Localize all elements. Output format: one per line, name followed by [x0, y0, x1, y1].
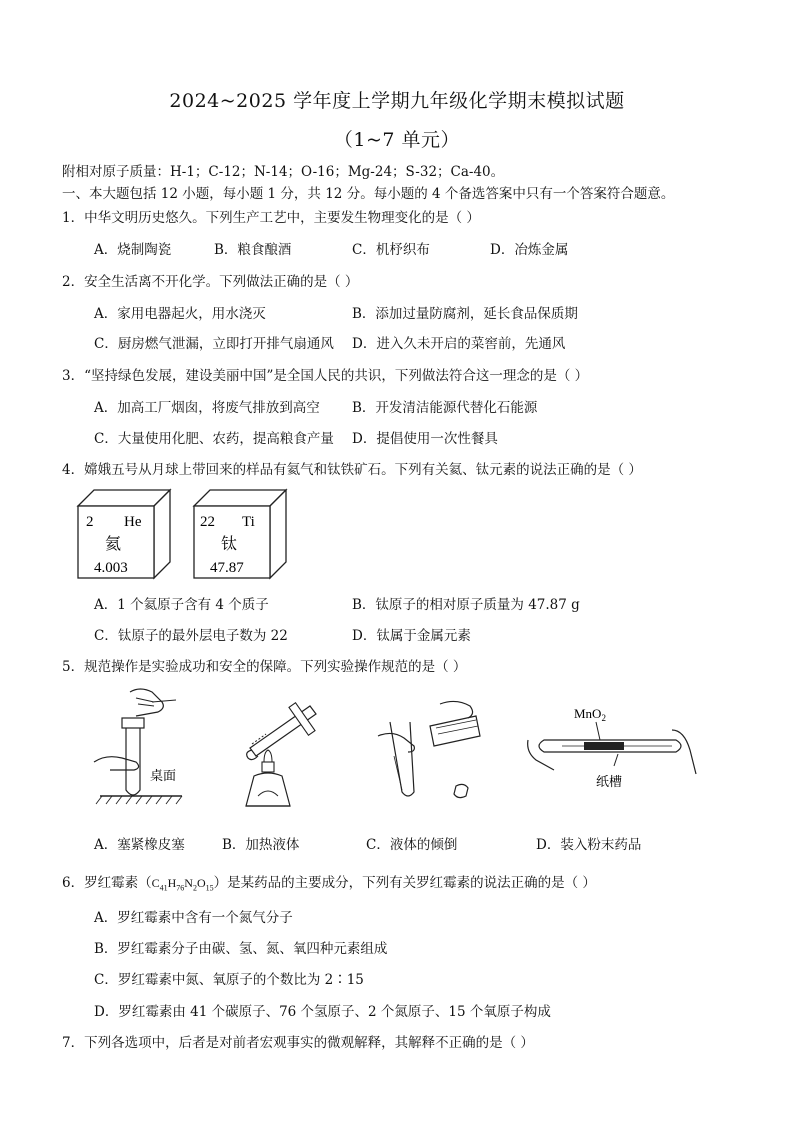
q6-option-d[interactable]: D．罗红霉素由 41 个碳原子、76 个氢原子、2 个氮原子、15 个氧原子构成 [94, 1004, 551, 1020]
titanium-name: 钛 [221, 534, 238, 553]
q3-option-b[interactable]: B．开发清洁能源代替化石能源 [352, 400, 538, 416]
q5-option-b[interactable]: B．加热液体 [222, 837, 300, 853]
q5-option-a[interactable]: A．塞紧橡皮塞 [94, 837, 185, 853]
figure-d-powder [522, 696, 702, 800]
helium-symbol: He [124, 514, 142, 530]
q1-option-d[interactable]: D．冶炼金属 [490, 242, 569, 258]
q3-option-d[interactable]: D．提倡使用一次性餐具 [352, 431, 498, 447]
q4-option-b[interactable]: B．钛原子的相对原子质量为 47.87 g [352, 597, 580, 613]
titanium-mass: 47.87 [210, 560, 244, 576]
question-7-stem: 7．下列各选项中，后者是对前者宏观事实的微观解释，其解释不正确的是（ ） [62, 1035, 534, 1051]
figure-c-pouring [376, 696, 488, 814]
question-5-stem: 5．规范操作是实验成功和安全的保障。下列实验操作规范的是（ ） [62, 659, 467, 675]
atomic-masses: 附相对原子质量：H-1；C-12；N-14；O-16；Mg-24；S-32；Ca-40。 [62, 164, 505, 180]
q2-option-c[interactable]: C．厨房燃气泄漏，立即打开排气扇通风 [94, 336, 334, 352]
q5-option-c[interactable]: C．液体的倾倒 [366, 837, 458, 853]
roxithromycin-formula: $C_{41}H_{76}N_2O_{15}$ [151, 876, 214, 893]
element-tile-helium [78, 490, 170, 578]
titanium-number: 22 [200, 514, 215, 530]
desk-label: 桌面 [150, 769, 177, 784]
titanium-symbol: Ti [242, 514, 255, 530]
q1-option-b[interactable]: B．粮食酿酒 [214, 242, 292, 258]
page-subtitle: （1~7 单元） [333, 129, 461, 151]
helium-mass: 4.003 [94, 560, 128, 576]
question-1-stem: 1．中华文明历史悠久。下列生产工艺中，主要发生物理变化的是（ ） [62, 210, 480, 226]
helium-name: 氦 [105, 534, 122, 553]
q6-option-a[interactable]: A．罗红霉素中含有一个氮气分子 [94, 910, 293, 926]
question-6-stem [62, 871, 596, 892]
question-4-stem: 4．嫦娥五号从月球上带回来的样品有氦气和钛铁矿石。下列有关氦、钛元素的说法正确的是（ ） [62, 462, 642, 478]
q4-option-a[interactable]: A．1 个氦原子含有 4 个质子 [94, 597, 269, 613]
helium-number: 2 [86, 514, 94, 530]
q1-option-a[interactable]: A．烧制陶瓷 [94, 242, 172, 258]
q1-option-c[interactable]: C．机杼织布 [352, 242, 430, 258]
q6-stem-end: ）是某药品的主要成分，下列有关罗红霉素的说法正确的是（ ） [213, 875, 596, 891]
question-3-stem: 3．“坚持绿色发展，建设美丽中国”是全国人民的共识，下列做法符合这一理念的是（ ） [62, 368, 589, 384]
section-instructions: 一、本大题包括 12 小题，每小题 1 分，共 12 分。每小题的 4 个备选答案中只有一个答案符合题意。 [62, 186, 675, 202]
question-2-stem: 2．安全生活离不开化学。下列做法正确的是（ ） [62, 274, 359, 290]
mno2-label: MnO$_2$ [574, 706, 606, 723]
figure-a-stopper [92, 684, 192, 814]
q6-stem-start: 6．罗红霉素（ [62, 875, 152, 891]
q6-option-c[interactable]: C．罗红霉素中氮、氧原子的个数比为 2∶15 [94, 972, 364, 988]
q4-option-c[interactable]: C．钛原子的最外层电子数为 22 [94, 628, 288, 644]
paper-trough-label: 纸槽 [596, 775, 623, 790]
element-tile-titanium [194, 490, 286, 578]
q3-option-a[interactable]: A．加高工厂烟囱，将废气排放到高空 [94, 400, 320, 416]
element-tiles [74, 486, 314, 582]
q4-option-d[interactable]: D．钛属于金属元素 [352, 628, 471, 644]
q2-option-a[interactable]: A．家用电器起火，用水浇灭 [94, 306, 266, 322]
page-title: 2024~2025 学年度上学期九年级化学期末模拟试题 [169, 90, 625, 112]
q3-option-c[interactable]: C．大量使用化肥、农药，提高粮食产量 [94, 431, 334, 447]
q2-option-b[interactable]: B．添加过量防腐剂，延长食品保质期 [352, 306, 578, 322]
q5-option-d[interactable]: D．装入粉末药品 [536, 837, 642, 853]
q2-option-d[interactable]: D．进入久未开启的菜窖前，先通风 [352, 336, 566, 352]
figure-b-heating [228, 696, 336, 814]
q6-option-b[interactable]: B．罗红霉素分子由碳、氢、氮、氧四种元素组成 [94, 941, 388, 957]
